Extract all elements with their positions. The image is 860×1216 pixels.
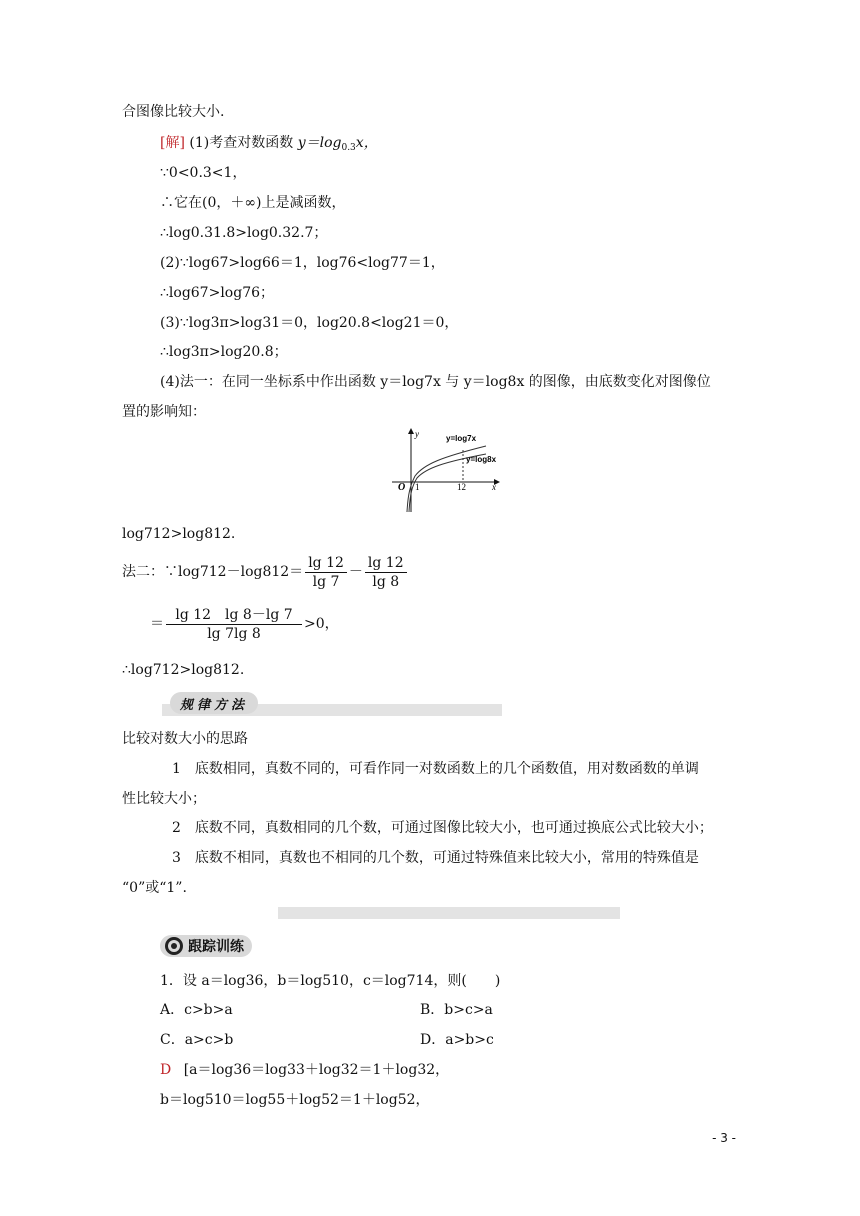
step-6: (3)∵log3π>log31＝0，log20.8<log21＝0， — [160, 315, 459, 331]
method-item-3b: “0”或“1”. — [122, 880, 187, 896]
q1-fn: y＝log — [297, 135, 342, 151]
x-axis-label: x — [492, 482, 496, 492]
log-graph — [382, 424, 506, 514]
option-c: C．a>c>b — [160, 1032, 234, 1048]
answer-line-2: b＝log510＝log55＋log52＝1＋log52， — [160, 1092, 430, 1108]
step-2: ∴它在(0，＋∞)上是减函数， — [160, 195, 346, 211]
method2-line-2 — [150, 605, 339, 643]
method-item-1b: 性比较大小； — [122, 791, 206, 807]
page-number: - 3 - — [712, 1131, 736, 1145]
step-8a: (4)法一：在同一坐标系中作出函数 y＝log7x 与 y＝log8x 的图像，由底数变化对图像位 — [160, 374, 711, 390]
q1-var: x， — [355, 135, 378, 151]
curve7-label: y=log7x — [446, 434, 477, 443]
separator-band — [278, 907, 620, 919]
method2-prefix: 法二：∵log712－log812＝ — [122, 564, 304, 580]
fraction-2 — [365, 554, 407, 591]
method-item-3a: 3 底数不相同，真数也不相同的几个数，可通过特殊值来比较大小，常用的特殊值是 — [172, 850, 699, 866]
method-tag: 规律方法 — [170, 692, 258, 714]
f2-den: lg 8 — [372, 573, 400, 590]
y-arrow-icon — [408, 428, 414, 434]
method2-line — [122, 553, 409, 591]
option-d: D．a>b>c — [420, 1032, 494, 1048]
f3-num: lg 12 lg 8－lg 7 — [166, 606, 302, 625]
method-title: 比较对数大小的思路 — [122, 731, 248, 747]
training-tag — [160, 935, 252, 957]
eq-suffix: >0， — [304, 616, 339, 632]
jie-label: [解] — [160, 135, 185, 151]
f-minus: － — [348, 564, 363, 580]
origin-label: O — [398, 482, 406, 493]
method-item-2: 2 底数不同，真数相同的几个数，可通过图像比较大小，也可通过换底公式比较大小； — [172, 820, 713, 836]
intro-line: 合图像比较大小. — [122, 104, 225, 120]
f1-num: lg 12 — [305, 554, 347, 573]
answer-text-1: [a＝log36＝log33＋log32＝1＋log32， — [183, 1062, 450, 1078]
step-8b: 置的影响知： — [122, 404, 206, 420]
q1-base: 0.3 — [341, 143, 356, 153]
step-5: ∴log67>log76； — [160, 285, 275, 301]
option-b: B．b>c>a — [420, 1002, 493, 1018]
target-icon — [164, 936, 184, 956]
method-item-1a: 1 底数相同，真数不同的，可看作同一对数函数上的几个函数值，用对数函数的单调 — [172, 761, 699, 777]
step-7: ∴log3π>log20.8； — [160, 344, 288, 360]
training-tag-label: 跟踪训练 — [188, 939, 244, 955]
conclusion-line: ∴log712>log812. — [122, 662, 245, 678]
answer-line-1 — [160, 1060, 449, 1080]
solution-q1 — [160, 133, 378, 153]
fraction-1 — [305, 554, 347, 591]
result-line: log712>log812. — [122, 526, 236, 542]
tick-1: 1 — [415, 482, 420, 492]
option-a: A．c>b>a — [160, 1002, 233, 1018]
curve8-label: y=log8x — [466, 455, 497, 464]
f2-num: lg 12 — [365, 554, 407, 573]
question-1: 1．设 a＝log36，b＝log510，c＝log714，则( ) — [160, 973, 501, 989]
step-3: ∴log0.31.8>log0.32.7； — [160, 225, 328, 241]
step-4: (2)∵log67>log66＝1，log76<log77＝1， — [160, 255, 445, 271]
answer-letter: D — [160, 1062, 172, 1078]
q1-text: (1)考查对数函数 — [189, 135, 294, 151]
tick-12: 12 — [457, 482, 466, 492]
eq-prefix: ＝ — [150, 616, 164, 632]
fraction-3 — [166, 606, 302, 643]
y-axis-label: y — [415, 429, 419, 439]
f1-den: lg 7 — [312, 573, 340, 590]
step-1: ∵0<0.3<1， — [160, 165, 247, 181]
f3-den: lg 7lg 8 — [207, 625, 261, 642]
